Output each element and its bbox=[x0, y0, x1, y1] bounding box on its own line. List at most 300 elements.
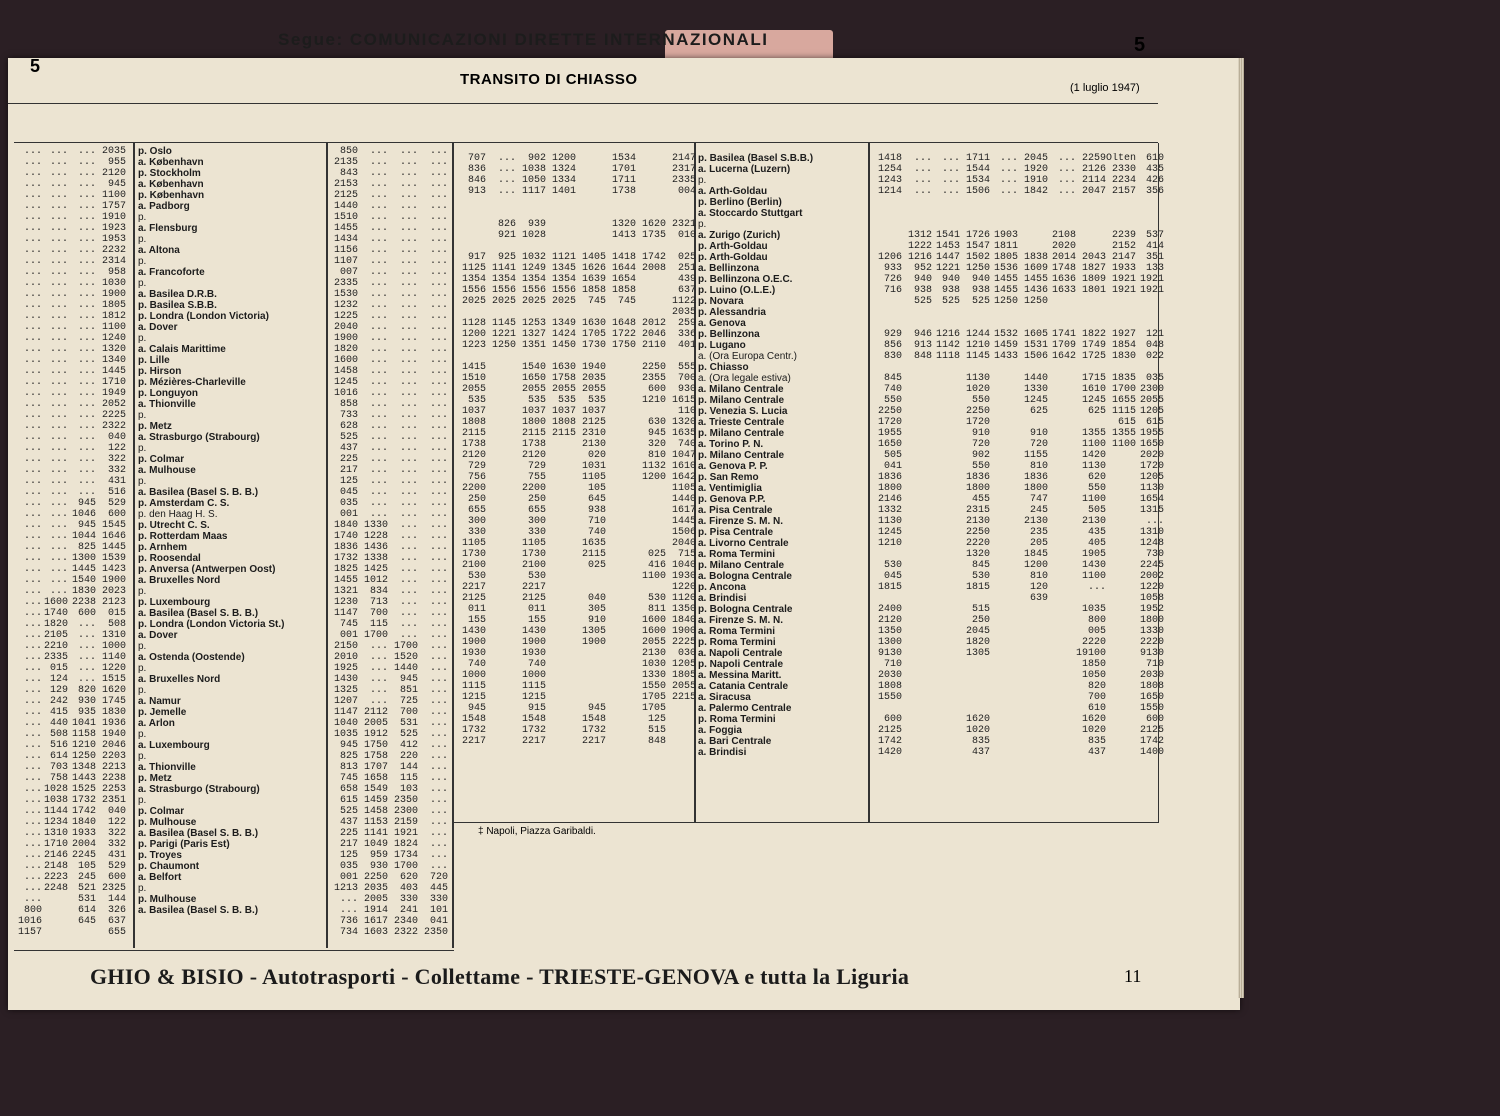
time-cell: 1648 bbox=[611, 318, 636, 329]
time-row bbox=[872, 296, 1164, 307]
time-cell: 1142 bbox=[935, 340, 960, 351]
time-cell bbox=[932, 439, 960, 450]
time-row bbox=[330, 300, 448, 311]
time-cell: 2225 bbox=[671, 637, 696, 648]
time-cell: 250 bbox=[527, 494, 546, 505]
time-row bbox=[456, 340, 696, 351]
time-cell: 1540 bbox=[71, 575, 96, 586]
time-cell: 1700 bbox=[393, 861, 418, 872]
time-cell: 1327 bbox=[521, 329, 546, 340]
time-cell: 740 bbox=[587, 527, 606, 538]
time-cell bbox=[1048, 472, 1076, 483]
time-cell bbox=[990, 549, 1018, 560]
time-cell: 2135 bbox=[333, 157, 358, 168]
station-row: a. Luxembourg bbox=[138, 740, 210, 751]
time-cell bbox=[486, 659, 516, 670]
time-cell: 1144 bbox=[43, 806, 68, 817]
time-cell bbox=[486, 494, 516, 505]
time-cell: 529 bbox=[107, 498, 126, 509]
time-cell: ... bbox=[429, 575, 448, 586]
time-row bbox=[16, 652, 126, 663]
time-cell: ... bbox=[399, 531, 418, 542]
time-cell: 1930 bbox=[461, 648, 486, 659]
time-cell: 19100 bbox=[1076, 648, 1107, 659]
time-cell bbox=[1048, 318, 1076, 329]
time-cell: ... bbox=[23, 223, 42, 234]
time-cell: 1250 bbox=[993, 296, 1018, 307]
time-cell: 440 bbox=[49, 718, 68, 729]
time-cell: 1840 bbox=[71, 817, 96, 828]
time-cell: 1250 bbox=[491, 340, 516, 351]
time-cell: 1158 bbox=[71, 729, 96, 740]
time-cell: 834 bbox=[369, 586, 388, 597]
time-row bbox=[16, 223, 126, 234]
time-row bbox=[872, 637, 1164, 648]
time-cell: 1120 bbox=[671, 593, 696, 604]
time-cell: 515 bbox=[647, 725, 666, 736]
time-cell: 2043 bbox=[1081, 252, 1106, 263]
time-cell: ... bbox=[369, 344, 388, 355]
time-row bbox=[16, 509, 126, 520]
time-cell: ... bbox=[399, 564, 418, 575]
time-cell bbox=[606, 560, 636, 571]
time-cell bbox=[932, 670, 960, 681]
time-cell: ... bbox=[49, 366, 68, 377]
time-row bbox=[330, 509, 448, 520]
time-cell bbox=[1018, 725, 1048, 736]
time-row bbox=[872, 219, 1164, 230]
time-cell bbox=[1048, 758, 1076, 769]
time-cell: 2321 bbox=[671, 219, 696, 230]
station-row: p. bbox=[138, 476, 147, 487]
time-cell: 124 bbox=[49, 674, 68, 685]
time-cell: ... bbox=[23, 718, 42, 729]
time-row bbox=[330, 146, 448, 157]
time-cell: ... bbox=[429, 663, 448, 674]
time-cell bbox=[636, 516, 666, 527]
time-cell: 2120 bbox=[101, 168, 126, 179]
station-row: a. Francoforte bbox=[138, 267, 205, 278]
time-cell: 1900 bbox=[671, 626, 696, 637]
time-row bbox=[456, 450, 696, 461]
time-cell: 1040 bbox=[333, 718, 358, 729]
time-cell bbox=[546, 516, 576, 527]
time-cell bbox=[932, 714, 960, 725]
time-cell bbox=[636, 197, 666, 208]
time-cell bbox=[1018, 241, 1048, 252]
time-cell: 1312 bbox=[907, 230, 932, 241]
time-cell: 1100 bbox=[1111, 439, 1136, 450]
time-cell: ... bbox=[369, 322, 388, 333]
time-cell: 1210 bbox=[877, 538, 902, 549]
time-cell bbox=[456, 241, 486, 252]
time-cell: 1700 bbox=[393, 641, 418, 652]
station-row: a. Siracusa bbox=[698, 692, 751, 703]
time-cell: 040 bbox=[107, 432, 126, 443]
time-row bbox=[456, 472, 696, 483]
time-cell: ... bbox=[77, 322, 96, 333]
time-cell: 1330 bbox=[641, 670, 666, 681]
time-cell bbox=[990, 527, 1018, 538]
time-cell: 2125 bbox=[461, 593, 486, 604]
time-cell: Olten bbox=[1106, 153, 1137, 164]
time-cell: ... bbox=[77, 366, 96, 377]
time-cell bbox=[456, 219, 486, 230]
time-cell: 1215 bbox=[461, 692, 486, 703]
time-row bbox=[330, 795, 448, 806]
time-row bbox=[330, 179, 448, 190]
station-row: a. Stoccardo Stuttgart bbox=[698, 208, 803, 219]
time-cell: 1550 bbox=[1139, 703, 1164, 714]
time-cell: ... bbox=[23, 201, 42, 212]
time-cell: 1413 bbox=[611, 230, 636, 241]
time-cell: ... bbox=[999, 175, 1018, 186]
time-cell: ... bbox=[429, 795, 448, 806]
time-cell bbox=[872, 296, 902, 307]
column-divider-5 bbox=[868, 143, 870, 823]
time-cell: ... bbox=[429, 333, 448, 344]
time-cell: ... bbox=[23, 674, 42, 685]
time-cell: ... bbox=[49, 487, 68, 498]
time-cell bbox=[932, 472, 960, 483]
time-cell bbox=[990, 472, 1018, 483]
time-row bbox=[330, 674, 448, 685]
time-cell bbox=[1106, 637, 1136, 648]
time-cell bbox=[1048, 703, 1076, 714]
time-cell: ... bbox=[49, 256, 68, 267]
time-cell: 515 bbox=[971, 604, 990, 615]
time-cell: 1415 bbox=[461, 362, 486, 373]
station-row: p. Milano Centrale bbox=[698, 428, 785, 439]
station-row: p. bbox=[138, 278, 147, 289]
time-cell: 1534 bbox=[611, 153, 636, 164]
time-cell: 505 bbox=[1087, 505, 1106, 516]
time-cell: ... bbox=[399, 234, 418, 245]
time-cell: 525 bbox=[913, 296, 932, 307]
time-cell: 2335 bbox=[333, 278, 358, 289]
time-cell: ... bbox=[23, 498, 42, 509]
time-cell: 658 bbox=[339, 784, 358, 795]
time-cell bbox=[902, 417, 932, 428]
time-cell: ... bbox=[77, 487, 96, 498]
time-cell bbox=[68, 927, 96, 938]
time-cell bbox=[902, 450, 932, 461]
time-row bbox=[16, 872, 126, 883]
time-cell bbox=[1076, 296, 1106, 307]
time-cell: 2148 bbox=[43, 861, 68, 872]
time-cell: 1550 bbox=[877, 692, 902, 703]
time-cell: 115 bbox=[369, 619, 388, 630]
station-row: a. Torino P. N. bbox=[698, 439, 764, 450]
time-cell bbox=[546, 615, 576, 626]
time-row bbox=[16, 883, 126, 894]
time-cell: 902 bbox=[971, 450, 990, 461]
station-row: p. bbox=[698, 175, 707, 186]
time-cell: 1141 bbox=[363, 828, 388, 839]
time-row bbox=[330, 256, 448, 267]
time-cell bbox=[960, 758, 990, 769]
time-row bbox=[872, 252, 1164, 263]
time-cell: 910 bbox=[1029, 428, 1048, 439]
time-cell bbox=[1076, 417, 1106, 428]
time-cell: 336 bbox=[677, 329, 696, 340]
time-cell: ... bbox=[1145, 516, 1164, 527]
time-cell: 1418 bbox=[877, 153, 902, 164]
time-cell bbox=[546, 527, 576, 538]
time-row bbox=[16, 267, 126, 278]
time-cell: 736 bbox=[339, 916, 358, 927]
time-row bbox=[16, 916, 126, 927]
time-cell bbox=[1048, 582, 1076, 593]
time-cell: ... bbox=[369, 674, 388, 685]
time-cell: ... bbox=[77, 454, 96, 465]
time-cell: 1430 bbox=[461, 626, 486, 637]
time-row bbox=[872, 527, 1164, 538]
time-cell: 1921 bbox=[1111, 274, 1136, 285]
time-row bbox=[456, 439, 696, 450]
time-cell: ... bbox=[399, 465, 418, 476]
time-cell: ... bbox=[369, 652, 388, 663]
time-cell bbox=[486, 571, 516, 582]
time-row bbox=[456, 692, 696, 703]
time-cell bbox=[990, 208, 1018, 219]
time-cell: 1646 bbox=[101, 531, 126, 542]
time-cell: 2217 bbox=[521, 736, 546, 747]
time-cell bbox=[1106, 362, 1136, 373]
time-cell: ... bbox=[399, 553, 418, 564]
time-cell: ... bbox=[429, 487, 448, 498]
time-cell: ... bbox=[77, 289, 96, 300]
time-cell: 958 bbox=[107, 267, 126, 278]
station-row: p. Luino (O.L.E.) bbox=[698, 285, 776, 296]
time-cell: ... bbox=[49, 465, 68, 476]
time-cell bbox=[1106, 725, 1136, 736]
time-cell bbox=[1048, 483, 1076, 494]
time-cell: 600 bbox=[1145, 714, 1164, 725]
station-row: p. Metz bbox=[138, 421, 172, 432]
right-time-columns bbox=[872, 153, 1164, 769]
time-row bbox=[456, 703, 696, 714]
time-cell: 1147 bbox=[333, 707, 358, 718]
station-row: a. Genova bbox=[698, 318, 746, 329]
time-cell bbox=[1048, 384, 1076, 395]
time-row bbox=[330, 630, 448, 641]
time-cell: 125 bbox=[647, 714, 666, 725]
time-cell: 2046 bbox=[101, 740, 126, 751]
time-row bbox=[330, 729, 448, 740]
time-cell: 625 bbox=[1087, 406, 1106, 417]
station-row: p. Lille bbox=[138, 355, 170, 366]
time-cell: 1401 bbox=[551, 186, 576, 197]
time-cell: ... bbox=[49, 476, 68, 487]
time-cell: 300 bbox=[527, 516, 546, 527]
time-cell bbox=[932, 626, 960, 637]
time-cell: 1850 bbox=[1081, 659, 1106, 670]
time-cell: ... bbox=[429, 707, 448, 718]
station-row: a. Trieste Centrale bbox=[698, 417, 785, 428]
time-cell: ... bbox=[369, 443, 388, 454]
time-cell: ... bbox=[399, 300, 418, 311]
time-cell: 2146 bbox=[877, 494, 902, 505]
time-cell bbox=[1048, 362, 1076, 373]
time-row bbox=[456, 230, 696, 241]
time-cell bbox=[932, 604, 960, 615]
station-row: p. bbox=[138, 729, 147, 740]
time-cell bbox=[606, 681, 636, 692]
station-row: a. Basilea D.R.B. bbox=[138, 289, 217, 300]
time-row bbox=[330, 498, 448, 509]
time-cell: ... bbox=[23, 872, 42, 883]
time-cell: 1741 bbox=[1051, 329, 1076, 340]
time-cell: ... bbox=[77, 355, 96, 366]
time-cell bbox=[1048, 219, 1076, 230]
time-row bbox=[16, 850, 126, 861]
time-cell: 010 bbox=[677, 230, 696, 241]
time-cell bbox=[990, 758, 1018, 769]
time-cell: 1617 bbox=[671, 505, 696, 516]
time-row bbox=[456, 351, 696, 362]
time-cell: 205 bbox=[1029, 538, 1048, 549]
time-cell: 1921 bbox=[1111, 285, 1136, 296]
time-cell bbox=[606, 571, 636, 582]
time-cell: 1800 bbox=[521, 417, 546, 428]
time-row bbox=[16, 333, 126, 344]
section-title: TRANSITO DI CHIASSO bbox=[460, 71, 638, 88]
time-cell: 1738 bbox=[611, 186, 636, 197]
time-cell: 1445 bbox=[71, 564, 96, 575]
time-cell: 251 bbox=[677, 263, 696, 274]
time-cell: 245 bbox=[77, 872, 96, 883]
time-cell: ... bbox=[399, 168, 418, 179]
time-cell bbox=[486, 527, 516, 538]
time-cell: 1445 bbox=[101, 366, 126, 377]
time-cell bbox=[486, 373, 516, 384]
time-cell bbox=[1018, 736, 1048, 747]
time-cell: 521 bbox=[77, 883, 96, 894]
time-cell: ... bbox=[23, 762, 42, 773]
time-cell: 615 bbox=[1145, 417, 1164, 428]
station-row: p. bbox=[138, 685, 147, 696]
time-cell: ... bbox=[399, 509, 418, 520]
time-cell: ... bbox=[429, 179, 448, 190]
time-cell: 1320 bbox=[101, 344, 126, 355]
time-row bbox=[16, 674, 126, 685]
time-cell: 1510 bbox=[461, 373, 486, 384]
time-row bbox=[330, 564, 448, 575]
time-cell: ... bbox=[429, 289, 448, 300]
time-row bbox=[16, 399, 126, 410]
time-cell: ... bbox=[23, 663, 42, 674]
time-cell: 144 bbox=[107, 894, 126, 905]
time-cell: 505 bbox=[883, 450, 902, 461]
time-cell: 1650 bbox=[1139, 692, 1164, 703]
time-cell: 035 bbox=[1145, 373, 1164, 384]
time-cell: 2030 bbox=[1139, 670, 1164, 681]
time-cell: ... bbox=[429, 817, 448, 828]
time-cell: ... bbox=[23, 333, 42, 344]
time-cell: ... bbox=[399, 520, 418, 531]
time-cell bbox=[902, 395, 932, 406]
time-cell bbox=[1048, 417, 1076, 428]
time-cell: 1105 bbox=[461, 538, 486, 549]
time-cell bbox=[546, 582, 576, 593]
time-cell bbox=[1106, 626, 1136, 637]
station-row: p. Colmar bbox=[138, 806, 185, 817]
time-row bbox=[330, 553, 448, 564]
time-cell: 1836 bbox=[333, 542, 358, 553]
time-row bbox=[456, 483, 696, 494]
station-row: p. Chiasso bbox=[698, 362, 749, 373]
time-cell: 2130 bbox=[641, 648, 666, 659]
time-cell: 745 bbox=[339, 773, 358, 784]
time-cell bbox=[486, 648, 516, 659]
time-cell: ... bbox=[497, 153, 516, 164]
time-cell bbox=[576, 208, 606, 219]
time-cell: 913 bbox=[913, 340, 932, 351]
time-row bbox=[330, 861, 448, 872]
time-cell: 850 bbox=[339, 146, 358, 157]
time-cell: 610 bbox=[1145, 153, 1164, 164]
time-cell: 1650 bbox=[1139, 439, 1164, 450]
time-row bbox=[456, 648, 696, 659]
time-cell bbox=[606, 241, 636, 252]
time-cell: ... bbox=[999, 164, 1018, 175]
time-cell: 041 bbox=[429, 916, 448, 927]
time-row bbox=[16, 806, 126, 817]
time-cell: 917 bbox=[467, 252, 486, 263]
time-row bbox=[456, 208, 696, 219]
time-cell bbox=[636, 582, 666, 593]
time-cell: ... bbox=[1057, 175, 1076, 186]
time-cell bbox=[606, 461, 636, 472]
time-cell: 1820 bbox=[965, 637, 990, 648]
station-row: p. Anversa (Antwerpen Oost) bbox=[138, 564, 276, 575]
time-cell bbox=[960, 670, 990, 681]
time-cell: 810 bbox=[647, 450, 666, 461]
time-cell: ... bbox=[429, 245, 448, 256]
time-cell: 416 bbox=[647, 560, 666, 571]
time-cell: 1310 bbox=[1139, 527, 1164, 538]
station-row: p. Lugano bbox=[698, 340, 746, 351]
time-cell bbox=[1136, 758, 1164, 769]
time-cell bbox=[486, 670, 516, 681]
time-cell bbox=[42, 927, 68, 938]
time-row bbox=[16, 212, 126, 223]
time-cell: ... bbox=[77, 146, 96, 157]
time-row bbox=[16, 751, 126, 762]
time-cell: 1720 bbox=[1139, 461, 1164, 472]
time-cell: 1732 bbox=[333, 553, 358, 564]
time-cell: 1550 bbox=[641, 681, 666, 692]
time-row bbox=[16, 575, 126, 586]
time-cell: ... bbox=[399, 443, 418, 454]
time-cell bbox=[932, 505, 960, 516]
time-cell bbox=[1076, 219, 1106, 230]
time-cell: 2055 bbox=[551, 384, 576, 395]
time-cell: ... bbox=[23, 597, 42, 608]
time-cell: ... bbox=[399, 278, 418, 289]
time-cell: ... bbox=[23, 531, 42, 542]
time-cell: ... bbox=[399, 157, 418, 168]
time-cell: 1310 bbox=[43, 828, 68, 839]
time-cell: 2100 bbox=[461, 560, 486, 571]
time-cell: ... bbox=[49, 157, 68, 168]
time-cell bbox=[932, 692, 960, 703]
station-row: p. bbox=[138, 443, 147, 454]
time-cell: ... bbox=[913, 175, 932, 186]
time-cell: 1200 bbox=[551, 153, 576, 164]
time-cell bbox=[546, 241, 576, 252]
